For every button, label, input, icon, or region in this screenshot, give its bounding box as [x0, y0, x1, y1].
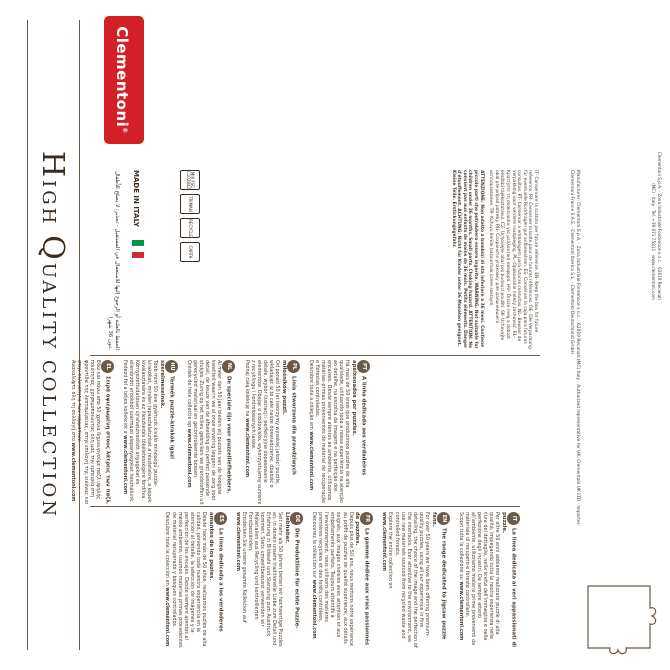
section-body: For over 50 years we have been offering premium-quality puzzles, using all our experience in fine detailing, the choice of the image and the perfection of the interlocks. Ever attentive to the environment, we use raw materials sourced from recycled waste and controlled forests. [393, 512, 431, 648]
section-body: Több mint 50 éve gyártunk kiváló minőségű puzzle-kirakókat, minden tapasztalatunkat a részletekre, a képek kiválasztására és az illeszkedés tökéletességére fordítva. Környezettudatosan újrahasznosított anyagokat és ellenőrzött erdőkből származó alapanyagokat használunk. [127, 360, 159, 503]
section [458, 512, 520, 648]
section-heading: La gamme dédiée aux vrais passionnés de puzzles. [354, 512, 370, 646]
title-word: IGH [38, 180, 59, 236]
section [311, 512, 373, 648]
section-body: Per oltre 50 anni abbiamo realizzato puzzle di alta qualità, impiegando tutta la nostra esperienza nella cura del dettaglio, nella scelta dell'immagine e nella perfezione degli incastri. Da sempre attenti all'ambiente, utilizziamo materie prime provenienti da materiale di recupero e foreste controllate. [463, 512, 501, 646]
language-badge: IT [507, 512, 520, 525]
section [70, 360, 113, 505]
language-badge: EL [101, 360, 114, 373]
section-cta: Ανακαλύψτε όλη τη συλλογή στο [70, 360, 77, 441]
recycle-icon: RECYCLE [180, 218, 200, 238]
section-body: Há mais de 50 anos que produzimos puzzles de alta qualidade, utilizando toda a nossa experiência na atenção ao detalhe, na escolha da imagem e na perfeição dos encaixes. Desde sempre atentos ao ambiente, utilizamos matérias-primas provenientes de material de recuperação e florestas controladas. [313, 360, 351, 504]
section-url: www.clementoni.com [234, 512, 241, 571]
text-column-right [70, 360, 370, 505]
registered-mark: ® [121, 127, 128, 134]
section-cta: Ontdek de hele collectie op [186, 360, 193, 428]
language-badge: ES [214, 512, 227, 525]
section [381, 512, 449, 648]
title-word: COLLECTION [38, 360, 59, 519]
legal-paragraph: IT- Conservare la scatola per future referenze. EN- Keep the box for future reference. FR- Conserver la boîte pour de futures références. DE- Die Verpackung für eventuelle Rückfragen gut aufbewahren. ES- Conservar la caja para futuras consultas. PT- Conservar a embalagem para futuras consultas. NL- Bewaar de verpakking voor verdere raadpleging. PL- Opakowanie należy zachować. EL- Κρατήστε τη συσκευασία για μελλοντική αναφορά. HU- Őrizze meg a dobozt későbbi tájékoztatásul. CZ- Uchovejte obal pro budoucí použití. SK- Uchovajte obal pre prípad potreby. RU- Сохраните упаковку для дальнейшего использования. TR- Kutuyu ileride başvurmak üzere saklayın. [488, 170, 538, 349]
language-badge: DE [290, 512, 303, 525]
address-block [651, 150, 662, 300]
section-url: www.clementoni.com [164, 587, 171, 647]
section-body: Al meer dan 50 jaar bieden wij puzzels van de hoogste kwaliteit waarin we al onze ervaring leggen: de zorg voor detail, de keuze van de afbeelding en perfect passende stukjes. Zuinig op het milieu gebruiken we grondstoffen uit gerecycled materiaal en gecontroleerde bossen. [192, 360, 223, 505]
section-url: www.clementoni.com [243, 418, 250, 478]
sort-icon: CARTA [180, 242, 200, 262]
section-body: Od ponad 50 lat tworzymy wysokiej jakości puzzle, wkładając w to całe nasze doświadczenie, dbałość o detale, wybór ilustracji i perfekcyjne dopasowanie elementów. Dbając o środowisko, wykorzystujemy surowce z recyklingu i kontrolowanych lasów. [249, 360, 281, 505]
section-cta: Fedezd fel a teljes kollekciót a [121, 360, 128, 434]
brand-logo [104, 16, 144, 144]
section-cta: Scopri tutta la collezione su [457, 512, 464, 580]
made-in-block [90, 170, 150, 350]
arabic-disclaimer: الحفظ بالعلبة أو الرجوع إليها للاستعمال في المستقبل · تحذير: لا يصلح للأطفال دون 36 شهرا. [107, 171, 120, 350]
section-url: www.clementoni.com [311, 579, 318, 639]
section-heading: A linha dedicada aos verdadeiros apaixonados por puzzles. [351, 360, 367, 476]
title-letter: H [35, 151, 70, 181]
section-url: www.clementoni.com [457, 581, 464, 641]
section-cta: Entdecken Sie unsere gesamte Kollektion auf [240, 512, 247, 623]
language-badge: HU [165, 360, 178, 373]
section-url: www.clementoni.com [307, 431, 314, 491]
title-letter: Q [35, 235, 70, 263]
section [235, 512, 303, 648]
text-column-left [90, 512, 520, 648]
section [244, 360, 300, 505]
divider [90, 355, 540, 356]
section [122, 360, 178, 505]
section [164, 512, 226, 648]
brand-block [10, 10, 150, 150]
divider [90, 506, 520, 507]
italy-flag-icon [132, 240, 144, 258]
section-heading: Σειρά αφιερωμένη στους λάτρεις των παζλ. [104, 376, 111, 505]
legal-warning: ATTENZIONE: Non adatto a bambini di età inferiore a 36 mesi. Contiene piccole parti che potrebbero essere ingerite. WARNING: Not suitable for children under 36 months. Small parts. Choking hazard. ATTENTION: Ne convient pas aux enfants de moins de 36 mois. Petits éléments. Danger d'étouffement. ACHTUNG: Nicht für Kinder unter 36 Monaten geeignet. Kleine Teile. Erstickungsgefahr. [450, 170, 484, 349]
section-cta: Découvrez la collection sur [311, 512, 318, 579]
manufacturer-text: Manufacturer: Clementoni S.p.A. · Zona Industriale Fontenoce s.n.c. · 62019 Recanati (MC) Italy · Authorized representative for UK: Clementoni UK LTD · Importer: Clementoni France S.A.S. · Clementoni Iberica S.L. · Clementoni Deutschland GmbH [569, 170, 580, 526]
triman-icon: TRIMAN [180, 194, 200, 214]
section-heading: La linea dedicata ai veri appassionati di puzzle. [501, 512, 517, 648]
language-badge: EN [437, 512, 450, 525]
made-in-label: MADE IN ITALY [132, 170, 140, 228]
section-heading: La línea dedicada a los verdaderos amantes de los puzles. [207, 512, 224, 632]
section-cta: Descubre toda la colección en [164, 512, 171, 586]
section [186, 360, 236, 505]
section-cta: Poznaj całą kolekcję na [243, 360, 250, 417]
brand-name: Clementoni [113, 26, 131, 128]
title-word: UALITY [38, 262, 59, 360]
section-body: Depuis plus de 50 ans, nous mettons notre expérience au profit de puzzles de qualité supérieure, aux détails soignés, aux images choisies avec attention et aux emboîtements parfaits. Toujours attentifs à l'environnement, nous utilisons des matières premières recyclées et des forêts contrôlées. [317, 512, 354, 646]
section-url: www.clementoni.com [186, 428, 193, 488]
language-badge: PT [357, 360, 370, 373]
mix-icon: MIX FSC C102842 [180, 170, 200, 190]
language-badge: PL [287, 360, 300, 373]
section-heading: The range dedicated to jigsaw puzzle fans. [430, 512, 447, 640]
manufacturer-info [568, 170, 580, 550]
address-text: Clementoni S.p.A. · Zona Industriale Fontenoce s.n.c. · 62019 Recanati (MC) · Italy · Tel. +39 071 75811 · www.clementoni.com [651, 151, 662, 300]
section-url: www.clementoni.com [381, 512, 388, 571]
section-heading: De speciale lijn voor puzzelliefhebbers. [226, 376, 233, 494]
section-body: Desde hace más de 50 años, realizamos puzles de alta calidad, poniendo toda nuestra experiencia en la atención al detalle, la selección de imágenes y la perfección de los encajes. Desde siempre atentos al medio ambiente, usamos materias primas procedentes de material recuperado y bosques controlados. [170, 512, 207, 648]
section-cta: Descobre toda a coleção em [307, 360, 314, 430]
section-url: www.clementoni.com [121, 435, 128, 495]
section-cta: Explore the entire collection on [387, 512, 394, 589]
certification-icons [180, 170, 200, 262]
puzzle-piece-icon [580, 578, 660, 658]
language-badge: FR [360, 512, 373, 525]
legal-text [450, 170, 538, 350]
section-heading: Termék puzzle-kirakók igazi szerelmeseinek. [158, 360, 175, 459]
section [308, 360, 370, 505]
section-url: www.clementoni.com [70, 442, 77, 502]
language-badge: NL [223, 360, 236, 373]
section-body: Εδώ και πάνω από 50 χρόνια δημιουργούμε παζλ υψηλής ποιότητας, χρησιμοποιώντας όλη μας την εμπειρία στη φροντίδα της λεπτομέρειας, στην επιλογή της εικόνας και στην τελειότητα των κομματιών. [76, 360, 101, 505]
section-heading: Die Produktlinie für echte Puzzle-Liebhaber. [284, 512, 300, 629]
section-body: Seit mehr als 50 Jahren bieten wir hochwertige Puzzles an, in denen unsere traditionelle Liebe zum Detail und Erfahrung in Bildwahl und Stanzung zum Ausdruck kommen. Stets umweltbewusst verwenden wir Materialien aus Recycling und kontrollierten Forstbeständen. [246, 512, 284, 647]
section-heading: Linia stworzona dla prawdziwych miłośników puzzli. [280, 360, 297, 475]
